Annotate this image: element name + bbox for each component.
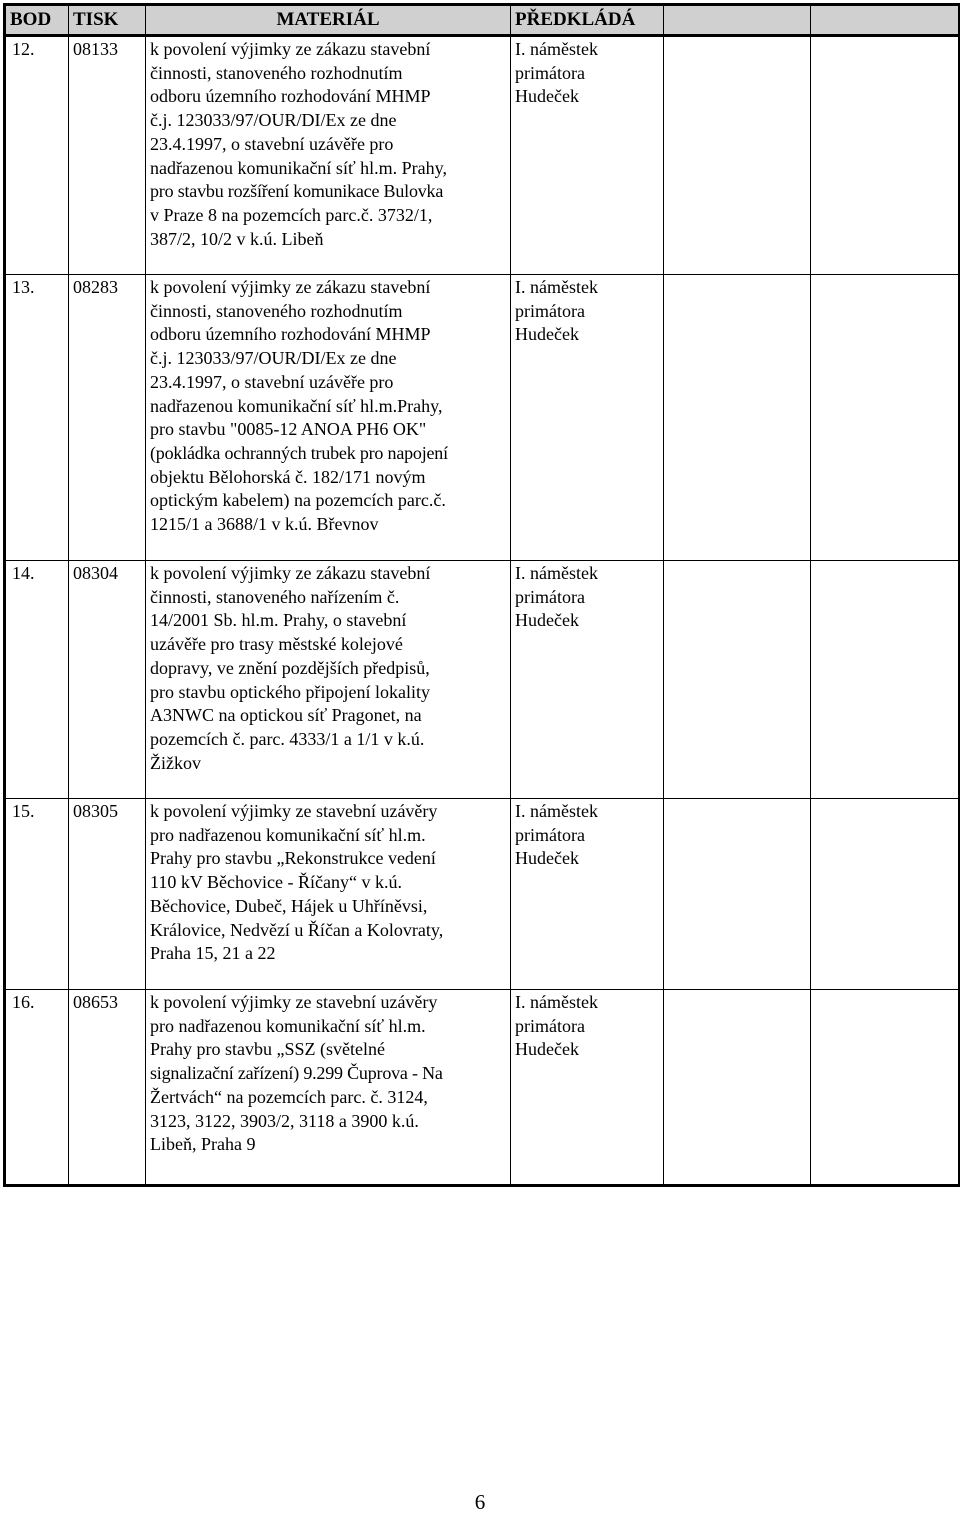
material-line: č.j. 123033/97/OUR/DI/Ex ze dne [150, 348, 397, 369]
material-line: 14/2001 Sb. hl.m. Prahy, o stavební [150, 610, 407, 631]
material-line: 3123, 3122, 3903/2, 3118 a 3900 k.ú. [150, 1110, 419, 1131]
material-line: uzávěře pro trasy městské kolejové [150, 634, 403, 655]
empty-cell [664, 36, 811, 275]
material-line: k povolení výjimky ze zákazu stavební [150, 277, 431, 297]
empty-cell [811, 799, 960, 990]
material-line: k povolení výjimky ze stavební uzávěry [150, 801, 438, 821]
predklada-line: Hudeček [515, 848, 579, 869]
material-line: Libeň, Praha 9 [150, 1134, 256, 1155]
bod-cell: 12. [12, 39, 35, 59]
material-line: pro nadřazenou komunikační síť hl.m. [150, 824, 426, 845]
predklada-cell [511, 275, 664, 561]
predklada-line: primátora [515, 300, 585, 321]
material-line: č.j. 123033/97/OUR/DI/Ex ze dne [150, 110, 397, 131]
material-line: pro stavbu "0085-12 ANOA PH6 OK" [150, 419, 427, 440]
empty-cell [664, 799, 811, 990]
material-cell [146, 799, 511, 990]
header-tisk: TISK [69, 5, 146, 36]
material-line: pro nadřazenou komunikační síť hl.m. [150, 1015, 426, 1036]
predklada-line: I. náměstek [515, 801, 598, 821]
material-line: Královice, Nedvězí u Říčan a Kolovraty, [150, 919, 444, 940]
predklada-line: I. náměstek [515, 563, 598, 583]
material-line: 110 kV Běchovice - Říčany“ v k.ú. [150, 872, 402, 893]
material-line: 1215/1 a 3688/1 v k.ú. Břevnov [150, 514, 379, 535]
predklada-cell [511, 561, 664, 799]
tisk-cell: 08133 [69, 36, 146, 275]
tisk-cell: 08283 [69, 275, 146, 561]
table-row [5, 990, 960, 1186]
predklada-line: I. náměstek [515, 277, 598, 297]
material-line: odboru územního rozhodování MHMP [150, 324, 431, 345]
empty-cell [811, 275, 960, 561]
material-cell [146, 990, 511, 1186]
material-line: Prahy pro stavbu „Rekonstrukce vedení [150, 848, 436, 869]
material-line: pro stavbu rozšíření komunikace Bulovka [150, 181, 444, 202]
material-line: v Praze 8 na pozemcích parc.č. 3732/1, [150, 204, 433, 225]
material-line: 23.4.1997, o stavební uzávěře pro [150, 133, 394, 154]
empty-cell [664, 275, 811, 561]
predklada-line: primátora [515, 1015, 585, 1036]
table-row [5, 36, 960, 275]
table-row [5, 799, 960, 990]
material-line: dopravy, ve znění pozdějších předpisů, [150, 657, 430, 678]
predklada-line: Hudeček [515, 86, 579, 107]
tisk-cell: 08305 [69, 799, 146, 990]
agenda-table [3, 3, 960, 1187]
header-predklada: PŘEDKLÁDÁ [511, 5, 664, 36]
tisk-cell: 08304 [69, 561, 146, 799]
material-line: objektu Bělohorská č. 182/171 novým [150, 466, 426, 487]
empty-cell [811, 561, 960, 799]
material-cell [146, 36, 511, 275]
table-row [5, 275, 960, 561]
material-line: Praha 15, 21 a 22 [150, 943, 276, 964]
bod-cell: 13. [5, 275, 69, 561]
header-empty-1 [664, 5, 811, 36]
predklada-cell [511, 990, 664, 1186]
bod-cell: 15. [5, 799, 69, 990]
empty-cell [811, 36, 960, 275]
predklada-line: I. náměstek [515, 39, 598, 59]
bod-cell: 16. [5, 990, 69, 1186]
page-number: 6 [474, 1490, 486, 1514]
table-row [5, 561, 960, 799]
predklada-line: I. náměstek [515, 992, 598, 1012]
material-line: činnosti, stanoveného nařízením č. [150, 586, 400, 607]
material-line: činnosti, stanoveného rozhodnutím [150, 62, 403, 83]
material-line: odboru územního rozhodování MHMP [150, 86, 431, 107]
material-line: k povolení výjimky ze zákazu stavební [150, 39, 431, 59]
material-line: A3NWC na optickou síť Pragonet, na [150, 705, 422, 726]
material-line: 387/2, 10/2 v k.ú. Libeň [150, 228, 324, 249]
predklada-line: Hudeček [515, 1039, 579, 1060]
predklada-cell [511, 36, 664, 275]
header-empty-2 [811, 5, 960, 36]
predklada-line: primátora [515, 586, 585, 607]
bod-cell: 14. [5, 561, 69, 799]
material-line: optickým kabelem) na pozemcích parc.č. [150, 490, 446, 511]
predklada-line: primátora [515, 62, 585, 83]
material-line: činnosti, stanoveného rozhodnutím [150, 300, 403, 321]
table-header [5, 5, 960, 36]
material-line: nadřazenou komunikační síť hl.m. Prahy, [150, 157, 447, 178]
empty-cell [664, 990, 811, 1186]
predklada-line: Hudeček [515, 610, 579, 631]
material-line: nadřazenou komunikační síť hl.m.Prahy, [150, 395, 443, 416]
material-line: Běchovice, Dubeč, Hájek u Uhříněvsi, [150, 895, 428, 916]
material-line: (pokládka ochranných trubek pro napojení [150, 442, 448, 463]
material-line: Žertvách“ na pozemcích parc. č. 3124, [150, 1086, 428, 1107]
material-line: signalizační zařízení) 9.299 Čuprova - Na [150, 1063, 443, 1084]
empty-cell [664, 561, 811, 799]
material-line: pro stavbu optického připojení lokality [150, 681, 430, 702]
header-bod: BOD [5, 5, 69, 36]
header-material: MATERIÁL [146, 5, 511, 36]
material-cell [146, 275, 511, 561]
predklada-line: Hudeček [515, 324, 579, 345]
material-line: pozemcích č. parc. 4333/1 a 1/1 v k.ú. [150, 728, 425, 749]
material-line: 23.4.1997, o stavební uzávěře pro [150, 371, 394, 392]
material-line: k povolení výjimky ze zákazu stavební [150, 563, 431, 583]
predklada-line: primátora [515, 824, 585, 845]
material-line: Žižkov [150, 752, 201, 773]
material-cell [146, 561, 511, 799]
material-line: Prahy pro stavbu „SSZ (světelné [150, 1039, 385, 1060]
empty-cell [811, 990, 960, 1186]
tisk-cell: 08653 [69, 990, 146, 1186]
predklada-cell [511, 799, 664, 990]
material-line: k povolení výjimky ze stavební uzávěry [150, 992, 438, 1012]
